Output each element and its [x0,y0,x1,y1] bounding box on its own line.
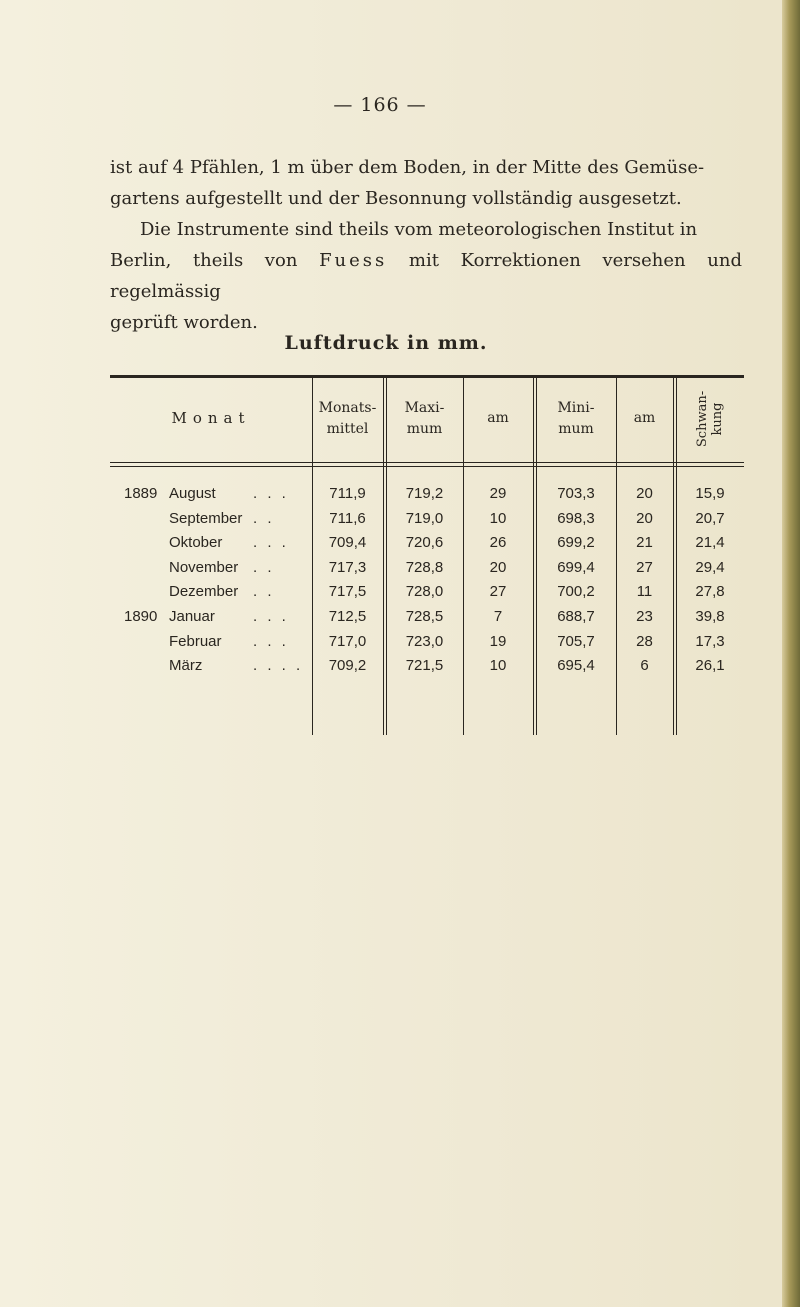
schw-cell: 17,3 [695,632,725,650]
year-label: 1890 [124,608,158,625]
schw-cell: 20,7 [695,509,725,527]
month-label: Dezember [169,583,239,601]
min-cell: 695,4 [557,657,595,675]
am2-cell: 21 [636,534,653,552]
min-cell: 699,4 [557,558,595,576]
schw-cell: 26,1 [695,657,725,675]
header-schwankung [676,375,744,462]
am1-cell: 10 [489,509,507,527]
page-number: — 166 — [333,94,427,116]
min-cell: 705,7 [557,632,595,650]
month-cell [110,507,312,531]
am1-cell: 19 [489,632,507,650]
body-paragraph [110,152,742,338]
am2-cell: 6 [640,657,649,675]
month-label: Oktober [169,534,223,552]
month-cell [110,531,312,555]
table-row [110,605,744,629]
year-label: 1889 [124,485,158,502]
max-cell: 719,2 [405,485,444,502]
am2-cell: 28 [636,632,653,650]
max-cell: 728,5 [405,608,444,625]
min-cell: 700,2 [557,583,595,601]
month-cell [110,605,312,629]
schw-cell: 27,8 [695,583,725,601]
month-cell [110,556,312,580]
author-name: Fuess [319,250,388,271]
leader-dots: . . . [253,608,289,625]
header-text: Monats- [318,399,377,416]
mittel-cell: 711,9 [329,485,366,502]
header-minimum [536,375,616,462]
header-text: Schwan- [694,390,710,447]
table-row [110,556,744,580]
min-cell: 698,3 [557,509,595,527]
table-row [110,580,744,604]
leader-dots: . . [253,583,275,601]
min-cell: 703,3 [557,485,595,502]
month-label: März [169,657,203,675]
paragraph-line: geprüft worden. [110,312,258,333]
paragraph-line: ist auf 4 Pfählen, 1 m über dem Boden, in der Mitte des Gemüse- [110,157,705,178]
month-label: Februar [169,632,222,650]
max-cell: 720,6 [405,534,444,552]
schw-cell: 15,9 [695,485,725,502]
month-cell [110,630,312,654]
header-text: mum [558,420,594,437]
am1-cell: 29 [489,485,507,502]
max-cell: 721,5 [405,657,444,675]
table-row [110,482,744,506]
leader-dots: . . [253,509,275,527]
max-cell: 723,0 [405,632,444,650]
header-text: Mini- [557,399,595,416]
table-rule [110,462,744,463]
min-cell: 699,2 [557,534,595,552]
am1-cell: 26 [489,534,507,552]
header-text: mum [406,420,443,437]
header-am-max: am [487,410,509,426]
month-label: September [169,509,243,527]
paragraph-line [110,245,742,307]
month-label: November [169,558,239,576]
paragraph-line: Die Instrumente sind theils vom meteorologischen Institut in [140,219,698,240]
am2-cell: 20 [636,485,653,502]
min-cell: 688,7 [557,608,595,625]
leader-dots: . . . [253,485,289,502]
leader-dots: . . . . [253,657,304,675]
am2-cell: 23 [636,608,653,625]
table-rule [110,466,744,467]
paragraph-text: Berlin, theils von [110,250,298,271]
header-monat: Monat [171,409,251,427]
table-row [110,531,744,555]
header-am-min: am [633,410,656,426]
am1-cell: 7 [493,608,503,625]
table-row [110,654,744,678]
paragraph-line: gartens aufgestellt und der Besonnung vollständig ausgesetzt. [110,188,682,209]
leader-dots: . . [253,558,275,576]
table-title: Luftdruck in mm. [284,332,488,354]
mittel-cell: 717,5 [328,583,367,601]
page-edge [782,0,800,1307]
mittel-cell: 709,2 [328,657,367,675]
month-cell [110,482,312,506]
leader-dots: . . . [253,632,289,650]
header-maximum [386,375,463,462]
mittel-cell: 712,5 [328,608,367,625]
schw-cell: 39,8 [695,608,725,625]
am1-cell: 10 [489,657,507,675]
am2-cell: 27 [636,558,653,576]
am2-cell: 20 [636,509,653,527]
header-text: Maxi- [404,399,445,416]
max-cell: 728,0 [405,583,444,601]
schw-cell: 21,4 [695,534,725,552]
header-monatsmittel [312,375,383,462]
am2-cell: 11 [636,583,653,601]
table-row [110,630,744,654]
month-label: August [169,485,216,502]
mittel-cell: 717,0 [328,632,367,650]
paragraph-text: mit Korrektionen versehen und regelmässig [110,250,742,302]
mittel-cell: 709,4 [328,534,367,552]
header-text: kung [709,402,725,435]
header-text: mittel [326,420,369,437]
max-cell: 728,8 [405,558,444,576]
mittel-cell: 711,6 [329,509,366,527]
am1-cell: 27 [489,583,507,601]
month-cell [110,654,312,678]
month-cell [110,580,312,604]
am1-cell: 20 [489,558,507,576]
pressure-table [110,375,744,735]
month-label: Januar [169,608,215,625]
schw-cell: 29,4 [695,558,725,576]
mittel-cell: 717,3 [328,558,367,576]
leader-dots: . . . [253,534,289,552]
table-row [110,507,744,531]
max-cell: 719,0 [405,509,444,527]
